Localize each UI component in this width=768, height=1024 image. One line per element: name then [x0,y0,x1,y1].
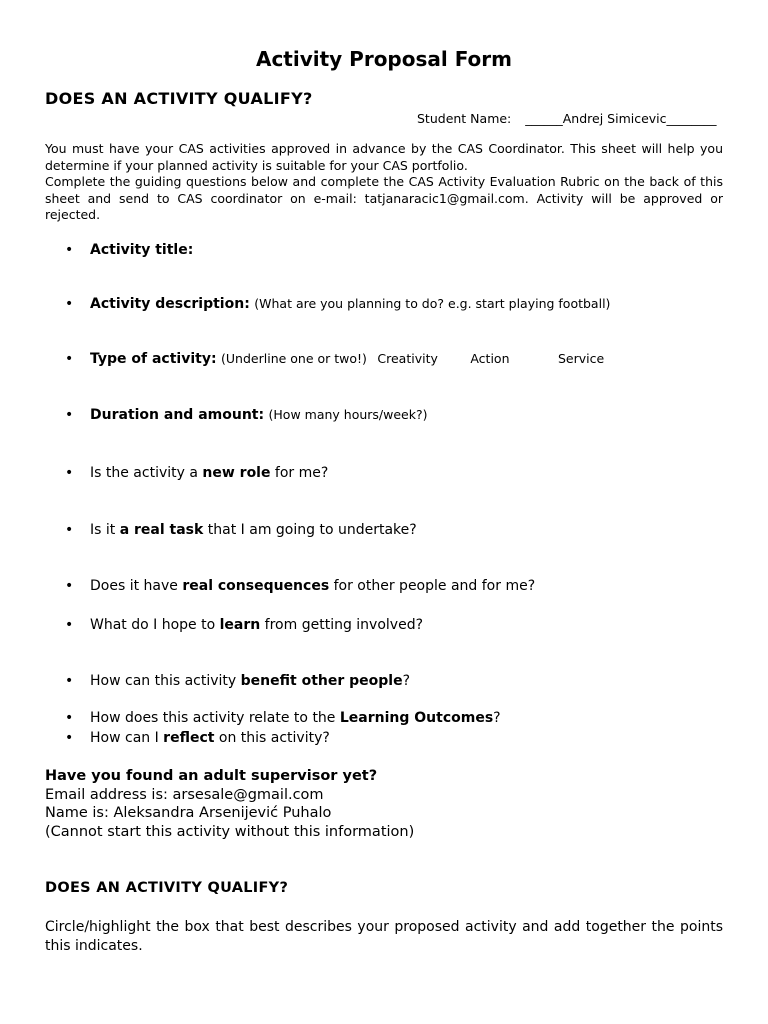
bullet-icon: • [65,617,74,633]
activity-title-label: Activity title: [90,242,194,258]
activity-type-hint: (Underline one or two!) [221,351,367,366]
section-heading: DOES AN ACTIVITY QUALIFY? [45,89,313,108]
intro-text [45,141,723,224]
intro-paragraph-2: Complete the guiding questions below and complete the CAS Activity Evaluation Rubric on the back of this sheet and send to CAS coordinator on e-mail: tatjanaracic1@gmail.com. Activity will be approved or rejected. [45,174,723,222]
student-name-label: Student Name: [417,111,512,126]
question-benefit-others: How can this activity benefit other people? [90,673,411,689]
section2-heading: DOES AN ACTIVITY QUALIFY? [45,880,289,896]
question-real-task: Is it a real task that I am going to undertake? [90,522,417,538]
question-reflect: How can I reflect on this activity? [90,730,330,746]
question-new-role: Is the activity a new role for me? [90,465,329,481]
intro-paragraph-1: You must have your CAS activities approved in advance by the CAS Coordinator. This sheet will help you determine if your planned activity is suitable for your CAS portfolio. [45,141,723,173]
supervisor-heading: Have you found an adult supervisor yet? [45,768,378,784]
supervisor-section [45,767,414,841]
duration-label: Duration and amount: [90,407,265,423]
supervisor-note: (Cannot start this activity without this information) [45,823,415,840]
option-creativity: Creativity [377,351,438,366]
question-real-consequences: Does it have real consequences for other people and for me? [90,578,536,594]
bullet-icon: • [65,351,74,367]
question-learning-outcomes: How does this activity relate to the Learning Outcomes? [90,710,501,726]
bullet-icon: • [65,465,74,481]
activity-description-hint: (What are you planning to do? e.g. start playing football) [254,296,611,311]
bullet-icon: • [65,522,74,538]
bullet-icon: • [65,710,74,726]
section2-instructions: Circle/highlight the box that best describes your proposed activity and add together the points this indicates. [45,919,723,954]
activity-description-label: Activity description: [90,296,250,312]
question-learn: What do I hope to learn from getting involved? [90,617,424,633]
bullet-icon: • [65,673,74,689]
supervisor-name: Name is: Aleksandra Arsenijević Puhalo [45,805,332,821]
student-name-line [417,111,717,126]
bullet-icon: • [65,242,74,258]
duration-hint: (How many hours/week?) [268,407,428,422]
bullet-icon: • [65,578,74,594]
activity-type-label: Type of activity: [90,351,217,367]
form-title: Activity Proposal Form [255,47,513,71]
bullet-icon: • [65,407,74,423]
bullet-icon: • [65,296,74,312]
bullet-icon: • [65,730,74,746]
student-name-value: ______Andrej Simicevic________ [525,111,717,126]
option-service: Service [557,351,605,366]
supervisor-email: Email address is: arsesale@gmail.com [45,786,324,803]
option-action: Action [470,351,510,366]
